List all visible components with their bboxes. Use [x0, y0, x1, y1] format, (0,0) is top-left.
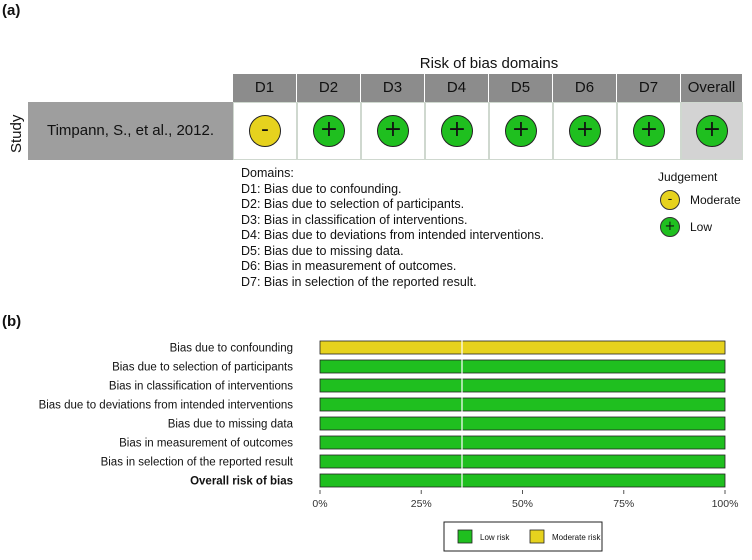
domains-list — [241, 166, 544, 290]
domains-title: Risk of bias domains — [419, 55, 559, 72]
low-legend-icon: + — [660, 217, 680, 237]
x-tick-label: 75% — [613, 498, 635, 510]
moderate-risk-bar — [320, 341, 725, 354]
category-label: Bias in classification of interventions — [108, 380, 293, 393]
category-label: Bias due to deviations from intended interventions — [38, 399, 293, 412]
low-risk-bar — [320, 398, 725, 411]
x-tick-label: 100% — [711, 498, 739, 510]
study-axis-label: Study — [8, 114, 25, 153]
bar-legend-label: Low risk — [480, 533, 510, 542]
low-risk-bar — [320, 379, 725, 392]
bar-legend-label: Moderate risk — [552, 533, 601, 542]
domain-description: D1: Bias due to confounding. — [241, 181, 402, 196]
category-label: Bias due to missing data — [167, 418, 293, 431]
low-risk-bar — [320, 455, 725, 468]
domain-description: D7: Bias in selection of the reported result. — [241, 274, 477, 289]
low-risk-legend-swatch — [458, 530, 472, 543]
column-header-d7: D7 — [617, 74, 681, 102]
low-judgement-icon: + — [313, 115, 345, 147]
category-label: Bias in measurement of outcomes — [119, 437, 293, 450]
panel-b-label: (b) — [2, 313, 22, 330]
x-tick-label: 50% — [511, 498, 534, 510]
column-header-d6: D6 — [553, 74, 617, 102]
risk-of-bias-bar-chart — [0, 330, 752, 560]
moderate-legend-icon: - — [660, 190, 680, 210]
domain-description: D4: Bias due to deviations from intended interventions. — [241, 228, 544, 242]
category-label: Overall risk of bias — [190, 475, 293, 488]
judgement-cell-d5 — [489, 102, 553, 160]
low-judgement-icon: + — [633, 115, 665, 147]
category-label: Bias due to selection of participants — [112, 361, 293, 374]
low-judgement-icon: + — [505, 115, 537, 147]
domain-description: D2: Bias due to selection of participants. — [241, 197, 465, 211]
judgement-cell-d7 — [617, 102, 681, 160]
moderate-judgement-icon: - — [249, 115, 281, 147]
domain-description: D3: Bias in classification of interventions. — [241, 212, 468, 227]
category-label: Bias due to confounding — [169, 342, 293, 355]
low-judgement-icon: + — [569, 115, 601, 147]
judgement-cell-d1 — [233, 102, 297, 160]
low-risk-bar — [320, 360, 725, 373]
column-header-d5: D5 — [489, 74, 553, 102]
category-label: Bias in selection of the reported result — [100, 456, 293, 469]
study-name: Timpann, S., et al., 2012. — [28, 102, 233, 160]
column-header-d4: D4 — [425, 74, 489, 102]
low-risk-bar — [320, 436, 725, 449]
column-header-d1: D1 — [233, 74, 297, 102]
legend-label: Moderate — [690, 193, 741, 207]
legend-label: Low — [690, 220, 713, 234]
x-tick-label: 25% — [410, 498, 432, 510]
column-header-d2: D2 — [297, 74, 361, 102]
domain-description: D6: Bias in measurement of outcomes. — [241, 259, 457, 273]
low-judgement-icon: + — [696, 115, 728, 147]
low-risk-bar — [320, 417, 725, 430]
low-judgement-icon: + — [377, 115, 409, 147]
domains-heading: Domains: — [241, 166, 294, 180]
low-risk-bar — [320, 474, 725, 487]
judgement-cell-d6 — [553, 102, 617, 160]
judgement-cell-d3 — [361, 102, 425, 160]
moderate-risk-legend-swatch — [530, 530, 544, 543]
judgement-cell-overall — [681, 102, 743, 160]
judgement-legend-title: Judgement — [658, 170, 718, 184]
x-tick-label: 0% — [312, 498, 328, 510]
column-header-overall: Overall — [681, 74, 743, 102]
low-judgement-icon: + — [441, 115, 473, 147]
column-header-d3: D3 — [361, 74, 425, 102]
judgement-cell-d2 — [297, 102, 361, 160]
domain-description: D5: Bias due to missing data. — [241, 243, 404, 258]
judgement-cell-d4 — [425, 102, 489, 160]
panel-a-label: (a) — [2, 2, 21, 19]
